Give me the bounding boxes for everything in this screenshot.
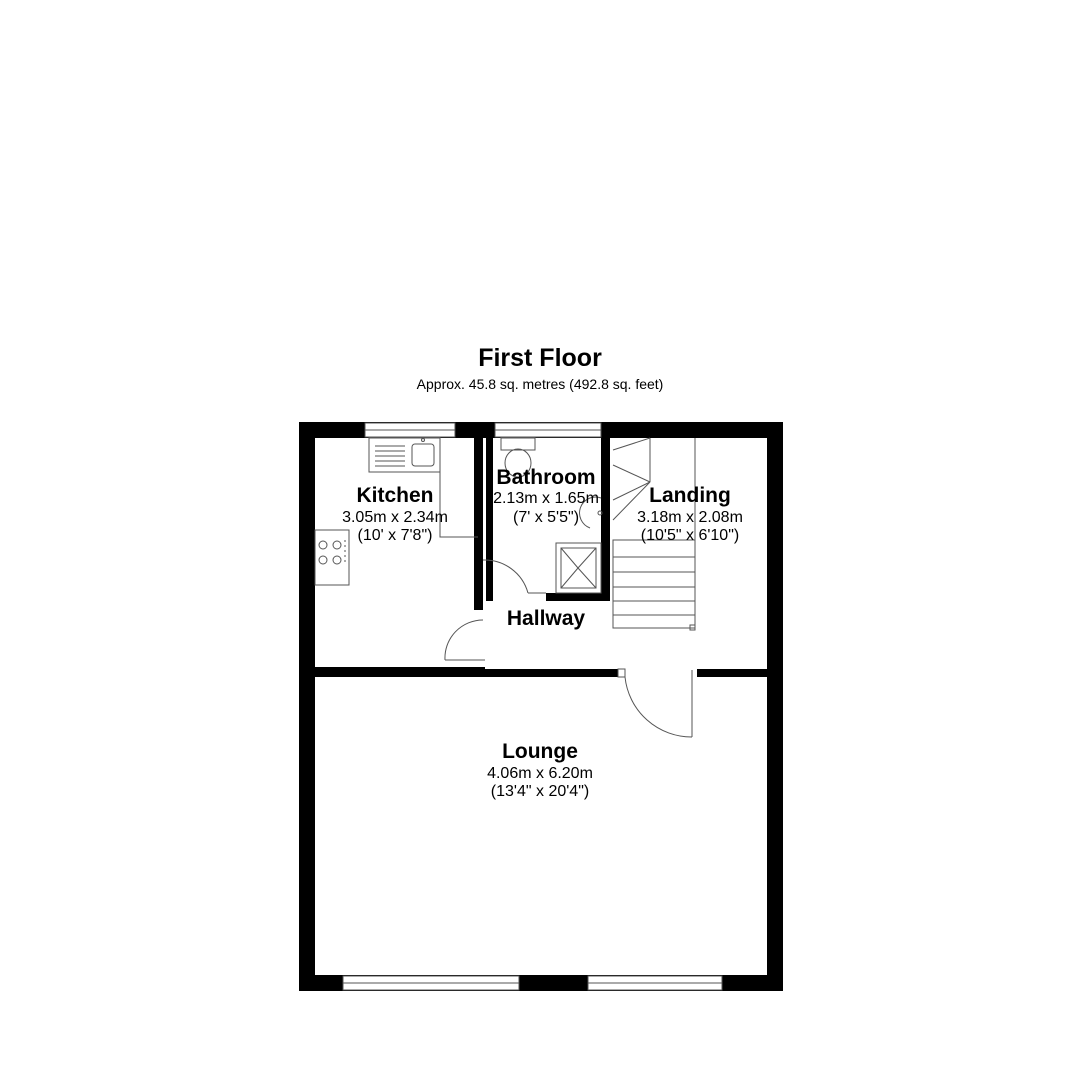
landing-label: Landing: [649, 484, 731, 507]
bathroom-east-wall: [601, 438, 610, 601]
toilet-cistern: [501, 438, 535, 450]
hallway-label: Hallway: [506, 607, 586, 630]
kitchen-sink-unit: [369, 438, 440, 472]
lounge-north-wall-right: [697, 669, 767, 677]
bathroom-label: Bathroom: [496, 466, 596, 489]
kitchen-label: Kitchen: [356, 484, 434, 507]
sink-bowl: [412, 444, 434, 466]
lounge-door-swing: [625, 677, 692, 737]
lounge-label: Lounge: [502, 740, 578, 763]
bathroom-imperial: (7' x 5'5"): [512, 509, 580, 526]
landing-imperial: (10'5" x 6'10"): [640, 527, 740, 544]
kitchen-imperial: (10' x 7'8"): [357, 527, 433, 544]
lounge-imperial: (13'4" x 20'4"): [490, 783, 590, 800]
kitchen-metric: 3.05m x 2.34m: [342, 509, 448, 526]
lounge-metric: 4.06m x 6.20m: [487, 765, 593, 782]
kitchen-south-line: [315, 667, 485, 671]
bathroom-west-wall: [486, 438, 493, 601]
outer-walls: [299, 422, 783, 991]
landing-metric: 3.18m x 2.08m: [637, 509, 743, 526]
hallway-west-wall: [474, 438, 483, 610]
east-wall: [767, 422, 783, 991]
bathroom-south-wall: [546, 593, 610, 601]
bathroom-metric: 2.13m x 1.65m: [493, 490, 599, 507]
west-wall: [299, 422, 315, 991]
floor-title: First Floor: [478, 344, 602, 372]
room-labels: [342, 466, 743, 800]
kitchen-door-swing: [445, 620, 483, 660]
floor-area: Approx. 45.8 sq. metres (492.8 sq. feet): [416, 376, 664, 392]
